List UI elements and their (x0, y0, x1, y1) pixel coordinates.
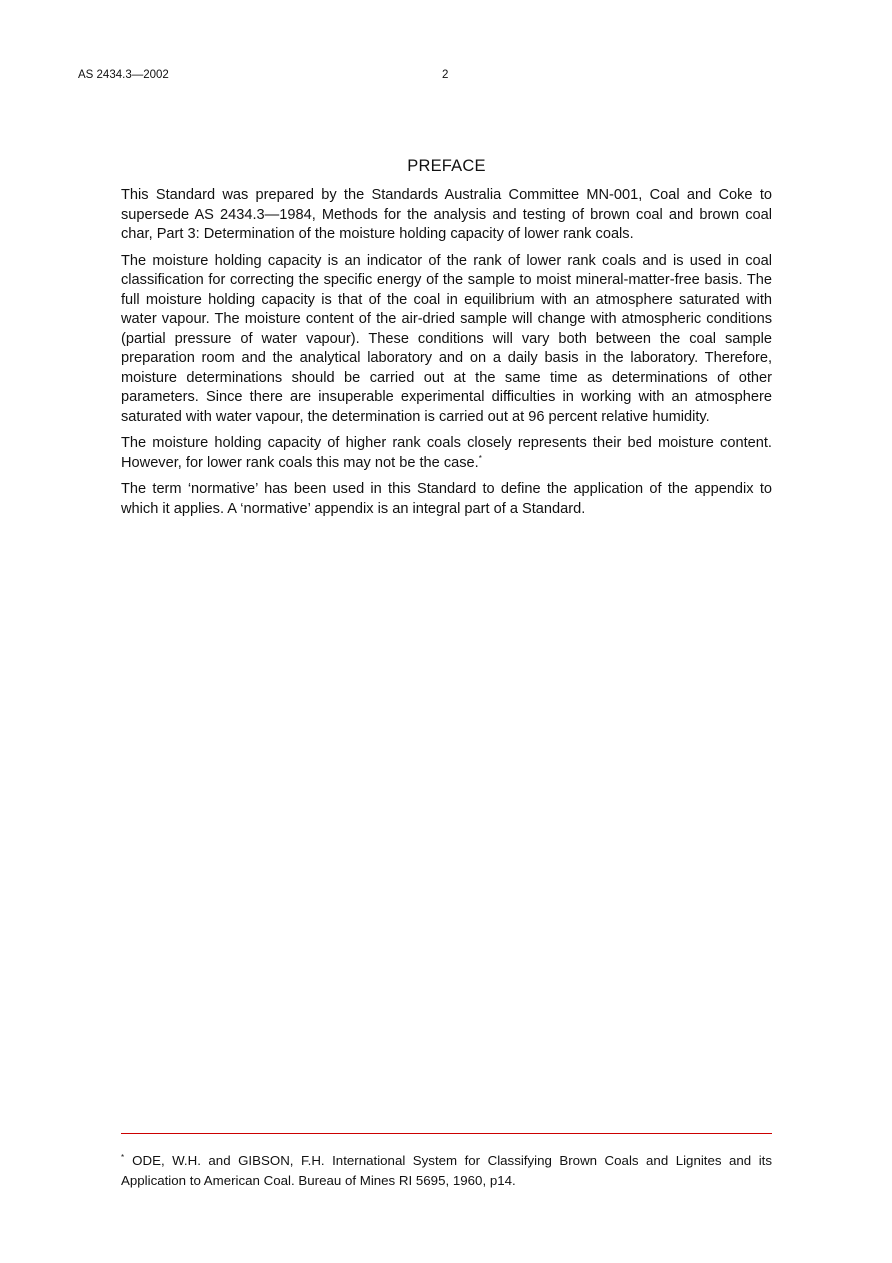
preface-body (121, 186, 772, 526)
preface-paragraph-2: The moisture holding capacity is an indicator of the rank of lower rank coals and is used in coal classification for correcting the specific energy of the sample to moist mineral-matter-free basis. The full moisture holding capacity is that of the coal in equilibrium with an atmosphere saturated with water vapour. The moisture content of the air-dried sample will change with atmospheric conditions (partial pressure of water vapour). These conditions will vary both between the coal sample preparation room and the analytical laboratory and on a daily basis in the laboratory. Therefore, moisture determinations should be carried out at the same time as determinations of other parameters. Since there are insuperable experimental difficulties in working with an atmosphere saturated with water vapour, the determination is carried out at 96 percent relative humidity. (121, 252, 772, 425)
preface-paragraph-3-text: The moisture holding capacity of higher rank coals closely represents their bed moisture content. However, for lower rank coals this may not be the case. (121, 435, 772, 471)
footnote-symbol: * (121, 1152, 125, 1162)
footnote-text: ODE, W.H. and GIBSON, F.H. International System for Classifying Brown Coals and Lignites and its Application to American Coal. Bureau of Mines RI 5695, 1960, p14. (121, 1153, 772, 1188)
footnote-divider (121, 1133, 772, 1134)
footnote-reference-marker[interactable]: * (478, 453, 482, 463)
footnote (121, 1151, 772, 1191)
preface-paragraph-4: The term ‘normative’ has been used in this Standard to define the application of the appendix to which it applies. A ‘normative’ appendix is an integral part of a Standard. (121, 481, 772, 517)
preface-paragraph-3 (121, 434, 772, 473)
document-id: AS 2434.3—2002 (78, 69, 169, 81)
preface-paragraph-1: This Standard was prepared by the Standards Australia Committee MN-001, Coal and Coke to supersede AS 2434.3—1984, Methods for the analysis and testing of brown coal and brown coal char, Part 3: Determination of the moisture holding capacity of lower rank coals. (121, 187, 772, 242)
page-number: 2 (442, 69, 449, 81)
page-title: PREFACE (407, 157, 486, 175)
running-header (78, 67, 448, 83)
